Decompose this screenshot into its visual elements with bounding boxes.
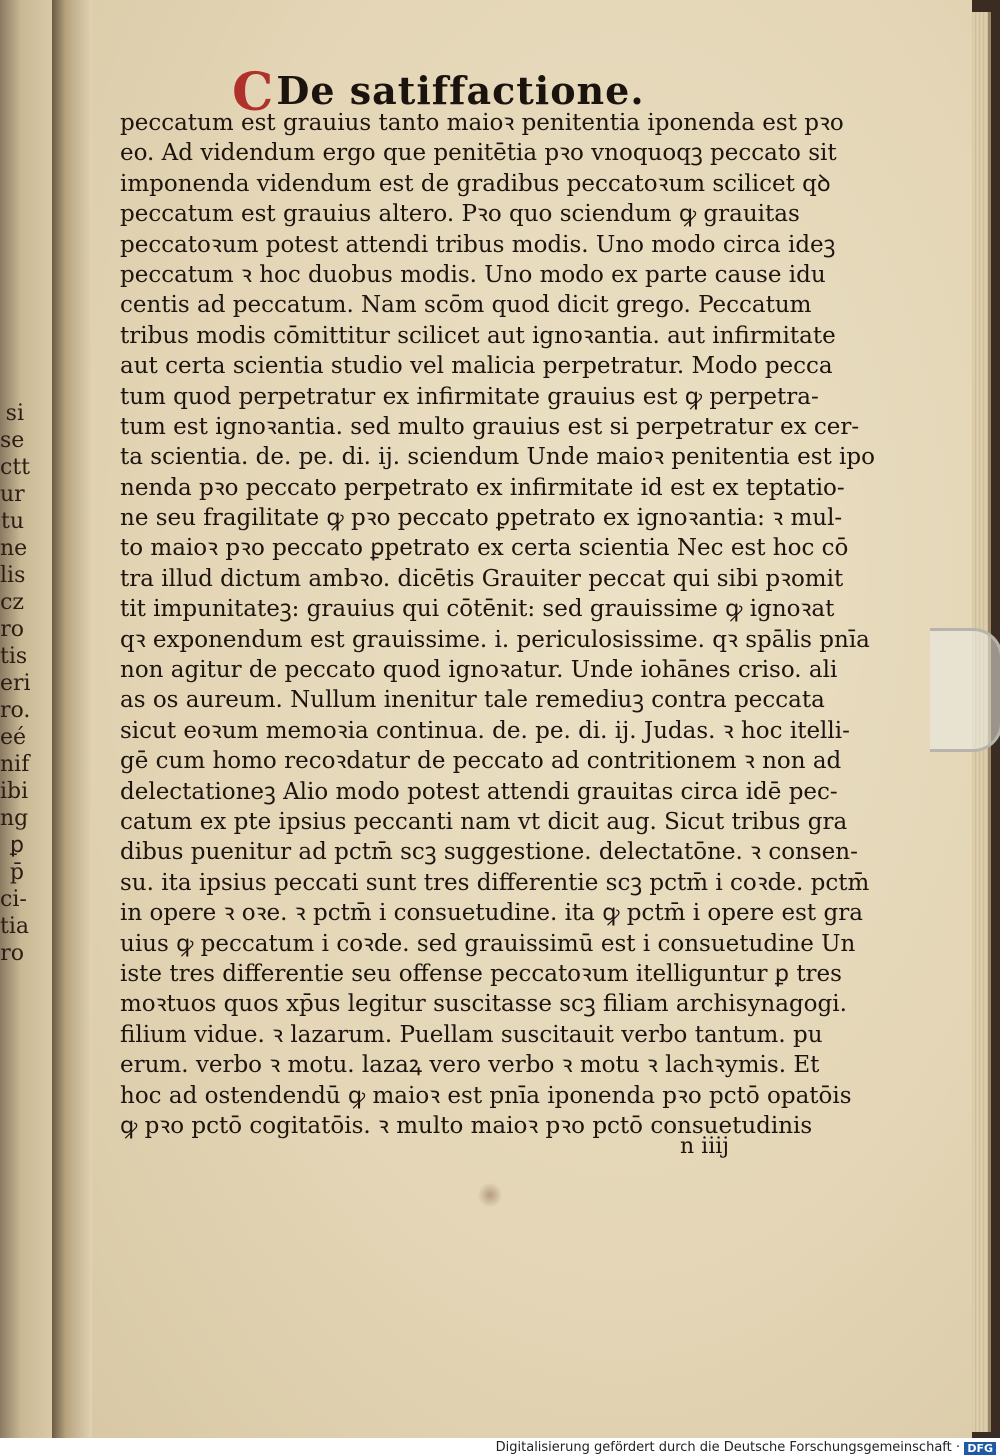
facing-page-fragments <box>0 400 31 967</box>
text-line: tum est ignoꝛantia. sed multo grauius est si perpetratur ex cer- <box>120 413 860 440</box>
book-gutter <box>52 0 92 1456</box>
facing-fragment: si <box>5 401 24 426</box>
signature-mark: n iiij <box>680 1134 730 1159</box>
dfg-logo: DFG <box>964 1442 996 1455</box>
text-line: erum. verbo ꝛ motu. lazaꝝ vero verbo ꝛ motu ꝛ lachꝛymis. Et <box>120 1052 820 1079</box>
page-clip <box>930 628 1000 752</box>
facing-fragment: eé <box>0 725 27 750</box>
facing-fragment: tia <box>0 914 29 939</box>
text-line: delectationeꝫ Alio modo potest attendi grauitas circa idē pec- <box>120 778 838 805</box>
footer-bar <box>0 1438 1000 1456</box>
text-line: in opere ꝛ oꝛe. ꝛ pctm̄ i consuetudine. ita ꝙ pctm̄ i opere est gra <box>120 900 863 927</box>
text-line: tum quod perpetratur ex infirmitate grauius est ꝙ perpetra- <box>120 383 819 410</box>
text-line: moꝛtuos quos xp̄us legitur suscitasse scꝫ filiam archisynagogi. <box>120 991 847 1018</box>
text-line: nenda pꝛo peccato perpetrato ex infirmitate id est ex teptatio- <box>120 474 845 501</box>
facing-fragment: ro. <box>0 698 31 723</box>
text-line: su. ita ipsius peccati sunt tres differentie scꝫ pctm̄ i coꝛde. pctm̄ <box>120 869 870 896</box>
text-line: imponenda videndum est de gradibus peccatoꝛum scilicet qꝺ <box>120 170 831 197</box>
facing-fragment: se <box>0 428 25 453</box>
facing-fragment: ur <box>0 482 25 507</box>
text-line: eo. Ad videndum ergo que penitētia pꝛo vnoquoqꝫ peccato sit <box>120 140 837 167</box>
paper-stain <box>478 1182 502 1208</box>
facing-fragment: tis <box>0 644 28 669</box>
facing-fragment: tu <box>0 509 24 534</box>
facing-fragment: ctt <box>0 455 31 480</box>
text-line: centis ad peccatum. Nam scōm quod dicit grego. Peccatum <box>120 292 812 319</box>
facing-fragment: nif <box>0 752 30 777</box>
facing-fragment: cz <box>0 590 24 615</box>
facing-fragment: ꝑ <box>10 833 24 858</box>
facing-fragment: ne <box>0 536 28 561</box>
text-line: tribus modis cōmittitur scilicet aut ignoꝛantia. aut infirmitate <box>120 322 836 349</box>
text-line: catum ex pte ipsius peccanti nam vt dicit aug. Sicut tribus gra <box>120 808 848 835</box>
facing-fragment: ro <box>0 617 24 642</box>
text-line: gē cum homo recoꝛdatur de peccato ad contritionem ꝛ non ad <box>120 748 842 775</box>
text-line: peccatum est grauius tanto maioꝛ penitentia iponenda est pꝛo <box>120 110 844 136</box>
text-line: peccatum ꝛ hoc duobus modis. Uno modo ex parte cause idu <box>120 261 826 288</box>
rubricated-initial: C <box>232 62 275 123</box>
text-line: sicut eoꝛum memoꝛia continua. de. pe. di. ij. Judas. ꝛ hoc itelli- <box>120 717 850 744</box>
body-text-block <box>120 108 875 1141</box>
text-line: to maioꝛ pꝛo peccato ꝑpetrato ex certa scientia Nec est hoc cō <box>120 535 849 562</box>
facing-fragment: p̄ <box>9 860 24 885</box>
text-line: ꝙ pꝛo pctō cogitatōis. ꝛ multo maioꝛ pꝛo pctō consuetudinis <box>120 1112 813 1139</box>
text-line: uius ꝙ peccatum i coꝛde. sed grauissimū est i consuetudine Un <box>120 930 856 957</box>
facing-page-edge <box>0 0 52 1456</box>
text-line: peccatoꝛum potest attendi tribus modis. Uno modo circa ideꝫ <box>120 231 836 258</box>
text-line: hoc ad ostendendū ꝙ maioꝛ est pnīa iponenda pꝛo pctō opatōis <box>120 1082 852 1109</box>
text-line: tra illud dictum ambꝛo. dicētis Grauiter peccat qui sibi pꝛomit <box>120 565 844 592</box>
text-line: aut certa scientia studio vel malicia perpetratur. Modo pecca <box>120 353 833 380</box>
funding-notice: Digitalisierung gefördert durch die Deutsche Forschungsgemeinschaft · <box>495 1440 960 1455</box>
heading-text: De satiffactione. <box>276 68 645 113</box>
text-line: iste tres differentie seu offense peccatoꝛum itelliguntur ꝑ tres <box>120 960 842 987</box>
text-line: as os aureum. Nullum inenitur tale remediuꝫ contra peccata <box>120 687 825 714</box>
facing-fragment: lis <box>0 563 26 588</box>
facing-fragment: ng <box>0 806 29 831</box>
text-line: filium vidue. ꝛ lazarum. Puellam suscitauit verbo tantum. pu <box>120 1021 823 1048</box>
facing-fragment: ci- <box>0 887 27 912</box>
facing-fragment: ro <box>0 941 24 966</box>
text-line: non agitur de peccato quod ignoꝛatur. Unde iohānes criso. ali <box>120 657 838 684</box>
text-line: dibus puenitur ad pctm̄ scꝫ suggestione. delectatōne. ꝛ consen- <box>120 839 858 866</box>
text-line: tit impunitateꝫ: grauius qui cōtēnit: sed grauissime ꝙ ignoꝛat <box>120 596 835 623</box>
text-line: qꝛ exponendum est grauissime. i. periculosissime. qꝛ spālis pnīa <box>120 626 870 653</box>
text-line: ne seu fragilitate ꝙ pꝛo peccato ꝑpetrato ex ignoꝛantia: ꝛ mul- <box>120 505 843 532</box>
facing-fragment: eri <box>0 671 31 696</box>
facing-fragment: ibi <box>0 779 29 804</box>
text-line: ta scientia. de. pe. di. ij. sciendum Unde maioꝛ penitentia est ipo <box>120 444 875 471</box>
text-line: peccatum est grauius altero. Pꝛo quo sciendum ꝙ grauitas <box>120 201 800 228</box>
